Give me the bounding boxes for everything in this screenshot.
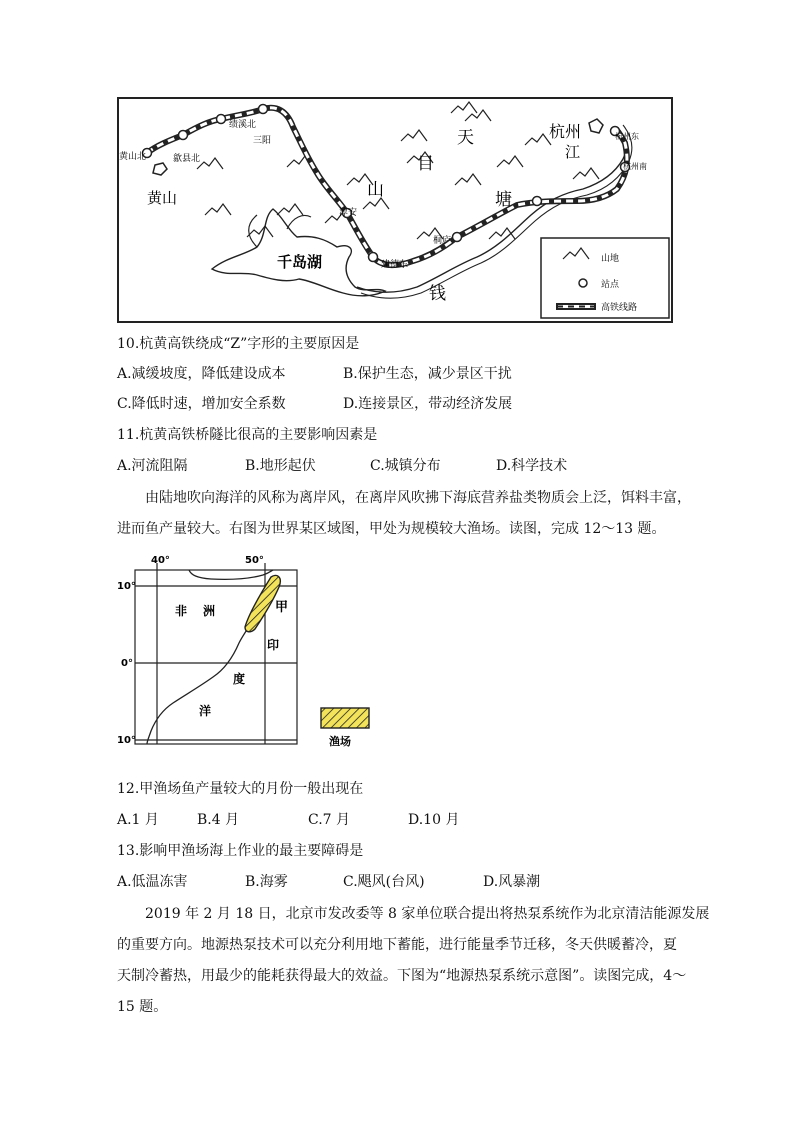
q10-option-b[interactable]: B.保护生态，减少景区干扰 [343,366,512,382]
q13-option-c[interactable]: C.飓风(台风) [343,874,425,890]
q10-option-c[interactable]: C.降低时速，增加安全系数 [117,396,286,412]
q10-option-d[interactable]: D.连接景区，带动经济发展 [343,396,513,412]
q13-option-d[interactable]: D.风暴潮 [483,874,541,890]
q11-stem: 11.杭黄高铁桥隧比很高的主要影响因素是 [117,427,378,443]
intro3-line1: 2019 年 2 月 18 日，北京市发改委等 8 家单位联合提出将热泵系统作为北京清洁能源发展 [145,906,710,922]
railway-map [117,97,673,323]
label-jiande-dong: 建德东 [381,260,409,270]
ocean-label-2: 度 [233,672,246,686]
q10-option-a[interactable]: A.减缓坡度，降低建设成本 [117,366,286,382]
q11-option-d[interactable]: D.科学技术 [496,458,568,474]
lat-10n-label: 10° [117,581,136,592]
q13-option-b[interactable]: B.海雾 [245,874,288,890]
q10-stem: 10.杭黄高铁绕成“Z”字形的主要原因是 [117,336,360,352]
intro2-line2: 进而鱼产量较大。右图为世界某区域图，甲处为规模较大渔场。读图，完成 12～13 题。 [117,521,666,537]
q11-option-c[interactable]: C.城镇分布 [370,458,441,474]
label-hangzhou-dong: 杭州东 [615,132,639,141]
q12-stem: 12.甲渔场鱼产量较大的月份一般出现在 [117,781,364,797]
fishery-map [115,553,380,763]
label-sanyang: 三阳 [253,136,272,146]
q12-option-c[interactable]: C.7 月 [308,812,351,828]
intro3-line4: 15 题。 [117,999,168,1015]
intro3-line2: 的重要方向。地源热泵技术可以充分利用地下蓄能，进行能量季节迁移，冬天供暖蓄冷，夏 [117,937,677,953]
intro2-line1: 由陆地吹向海洋的风称为离岸风，在离岸风吹拂下海底营养盐类物质会上泛，饵料丰富， [145,490,691,506]
q12-option-b[interactable]: B.4 月 [197,812,240,828]
q13-stem: 13.影响甲渔场海上作业的最主要障碍是 [117,843,364,859]
label-qiandaohu: 千岛湖 [277,253,323,271]
africa-label-1: 非 [175,604,188,618]
lat-0-label: 0° [121,658,133,669]
label-huangshan-bei: 黄山北 [119,152,147,162]
africa-label-2: 洲 [203,604,216,618]
intro3-line3: 天制冷蓄热，用最少的能耗获得最大的效益。下图为“地源热泵系统示意图”。读图完成，4～ [117,968,687,984]
legend-fishery-label: 渔场 [329,735,351,748]
lon-40-label: 40° [151,555,170,566]
legend-mountain-label: 山地 [601,254,620,264]
label-mu: 目 [417,154,434,174]
label-huangshan: 黄山 [147,189,178,207]
q13-option-a[interactable]: A.低温冻害 [117,874,188,890]
q12-option-a[interactable]: A.1 月 [117,812,159,828]
label-shan: 山 [367,180,384,200]
label-shexian-bei: 歙县北 [173,154,201,164]
label-hangzhou: 杭州 [549,122,582,141]
legend-fishery-swatch [321,708,369,728]
legend-station-label: 站点 [601,280,620,290]
label-tian: 天 [457,128,474,148]
legend-railway-label: 高铁线路 [601,303,638,313]
label-chunan: 淳安 [339,208,358,218]
label-tang: 塘 [495,190,512,210]
q12-option-d[interactable]: D.10 月 [408,812,460,828]
q11-option-b[interactable]: B.地形起伏 [245,458,316,474]
lon-50-label: 50° [245,555,264,566]
ocean-label-1: 印 [267,638,280,652]
q11-option-a[interactable]: A.河流阻隔 [117,458,188,474]
map-legend [541,238,669,318]
ocean-label-3: 洋 [199,704,212,718]
label-hangzhou-nan: 杭州南 [623,162,647,171]
label-jiang: 江 [565,143,581,161]
label-jixi-bei: 绩溪北 [229,120,257,130]
lat-10s-label: 10° [117,735,136,746]
label-tonglu: 桐庐 [433,236,452,246]
jia-label: 甲 [275,600,289,615]
label-qian: 钱 [429,284,446,304]
